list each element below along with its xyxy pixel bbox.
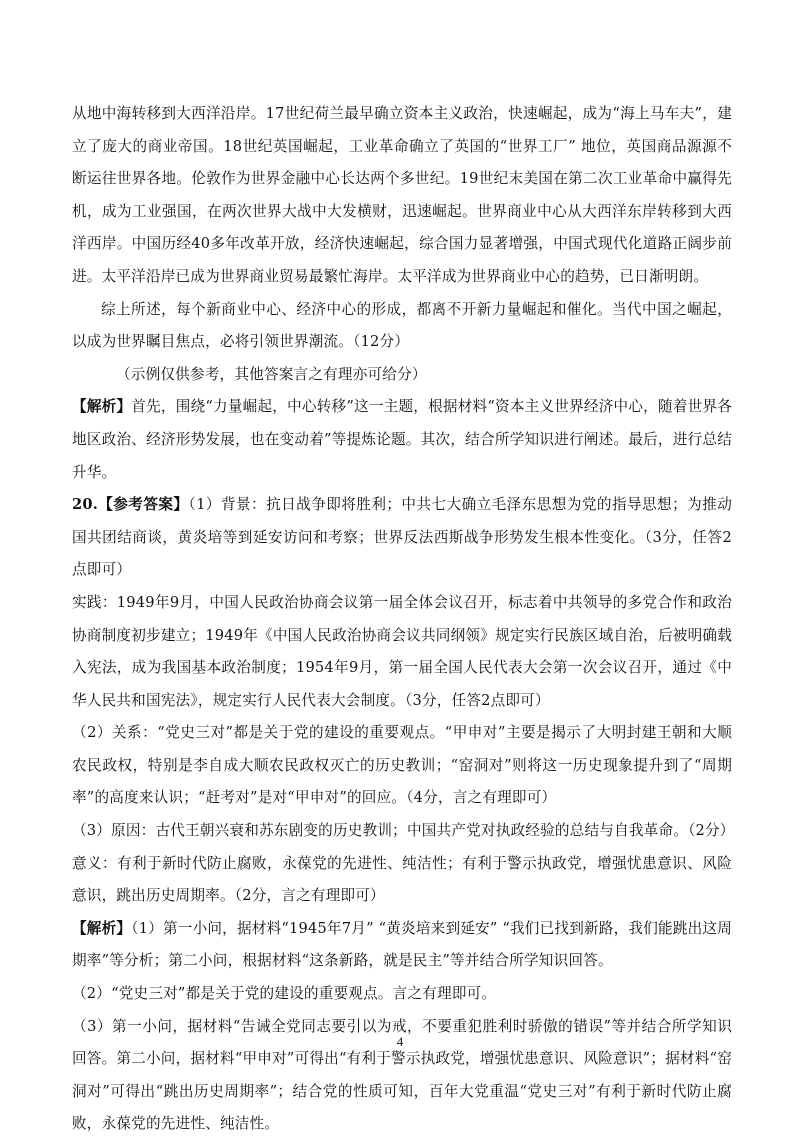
paragraph-economic-center-shift	[72, 98, 732, 294]
analysis-paragraph-19	[72, 391, 732, 489]
answer-20-reason	[72, 815, 735, 848]
paragraph-text: 从地中海转移到大西洋沿岸。17世纪荷兰最早确立资本主义政治，快速崛起，成为“海上马车夫”，建立了庞大的商业帝国。18世纪英国崛起，工业革命确立了英国的“世界工厂” 地位，英国商品源源不断运往世界各地。伦敦作为世界金融中心长达两个多世纪。19世纪末美国在第二次工业革命中赢得先机，成为工业强国，在两次世界大战中大发横财，迅速崛起。世界商业中心从大西洋东岸转移到大西洋西岸。中国历经40多年改革开放，经济快速崛起，综合国力显著增强，中国式现代化道路正阔步前进。太平洋沿岸已成为世界商业贸易最繁忙海岸。太平洋成为世界商业中心的趋势，已日渐明朗。	[72, 105, 732, 285]
answer-20-practice	[72, 587, 732, 717]
paragraph-text: 综上所述，每个新商业中心、经济中心的形成，都离不开新力量崛起和催化。当代中国之崛起，以成为世界瞩目焦点，必将引领世界潮流。（12分）	[72, 300, 732, 351]
paragraph-text: （3）第一小问，据材料“告诫全党同志要引以为戒，不要重犯胜利时骄傲的错误”等并结合所学知识回答。第二小问，据材料“甲申对”可得出“有利于警示执政党，增强忧患意识、风险意识”；据材料“窑洞对”可得出“跳出历史周期率”；结合党的性质可知，百年大党重温“党史三对”有利于新时代防止腐败，永葆党的先进性、纯洁性。	[72, 1017, 732, 1133]
paragraph-text: 首先，围绕“力量崛起，中心转移”这一主题，根据材料“资本主义世界经济中心，随着世界各地区政治、经济形势发展，也在变动着”等提炼论题。其次，结合所学知识进行阐述。最后，进行总结升华。	[72, 398, 732, 481]
paragraph-conclusion	[72, 294, 732, 359]
page-number: 4	[396, 1034, 404, 1049]
analysis-label: 【解析】	[72, 398, 132, 416]
answer-20-significance	[72, 848, 732, 913]
analysis-paragraph-20-part1	[72, 913, 732, 978]
paragraph-text: （1）背景：抗日战争即将胜利；中共七大确立毛泽东思想为党的指导思想；为推动国共团结商谈，黄炎培等到延安访问和考察；世界反法西斯战争形势发生根本性变化。（3分，任答2点即可）	[72, 496, 732, 579]
paragraph-text: 实践：1949年9月，中国人民政治协商会议第一届全体会议召开，标志着中共领导的多党合作和政治协商制度初步建立；1949年《中国人民政治协商会议共同纲领》规定实行民族区域自治，后被明确载入宪法，成为我国基本政治制度；1954年9月，第一届全国人民代表大会第一次会议召开，通过《中华人民共和国宪法》，规定实行人民代表大会制度。（3分，任答2点即可）	[72, 593, 732, 709]
answer-20-relationship	[72, 717, 732, 815]
answer-20-background	[72, 489, 732, 587]
paragraph-text: （1）第一小问，据材料“1945年7月” “黄炎培来到延安” “我们已找到新路，我们能跳出这周期率”等分析；第二小问，根据材料“这条新路，就是民主”等并结合所学知识回答。	[72, 919, 732, 970]
note-text: （示例仅供参考，其他答案言之有理亦可给分）	[116, 365, 427, 383]
paragraph-text: 意义：有利于新时代防止腐败，永葆党的先进性、纯洁性；有利于警示执政党，增强忧患意识、风险意识，跳出历史周期率。（2分，言之有理即可）	[72, 854, 732, 905]
analysis-paragraph-20-part3	[72, 1011, 732, 1141]
question-20-answer-label: 20.【参考答案】	[72, 496, 189, 514]
analysis-paragraph-20-part2	[72, 978, 732, 1011]
paragraph-text: （2）关系：“党史三对”都是关于党的建设的重要观点。“甲申对”主要是揭示了大明封建王朝和大顺农民政权，特别是李自成大顺农民政权灭亡的历史教训；“窑洞对”则将这一历史现象提升到了“周期率”的高度来认识；“赶考对”是对“甲申对”的回应。（4分，言之有理即可）	[72, 724, 732, 807]
answer-content	[72, 98, 735, 1141]
sample-note	[72, 359, 732, 392]
paragraph-text: （3）原因：古代王朝兴衰和苏东剧变的历史教训；中国共产党对执政经验的总结与自我革命。（2分）	[72, 822, 735, 840]
paragraph-text: （2）“党史三对”都是关于党的建设的重要观点。言之有理即可。	[72, 985, 497, 1003]
analysis-label: 【解析】	[72, 919, 132, 937]
